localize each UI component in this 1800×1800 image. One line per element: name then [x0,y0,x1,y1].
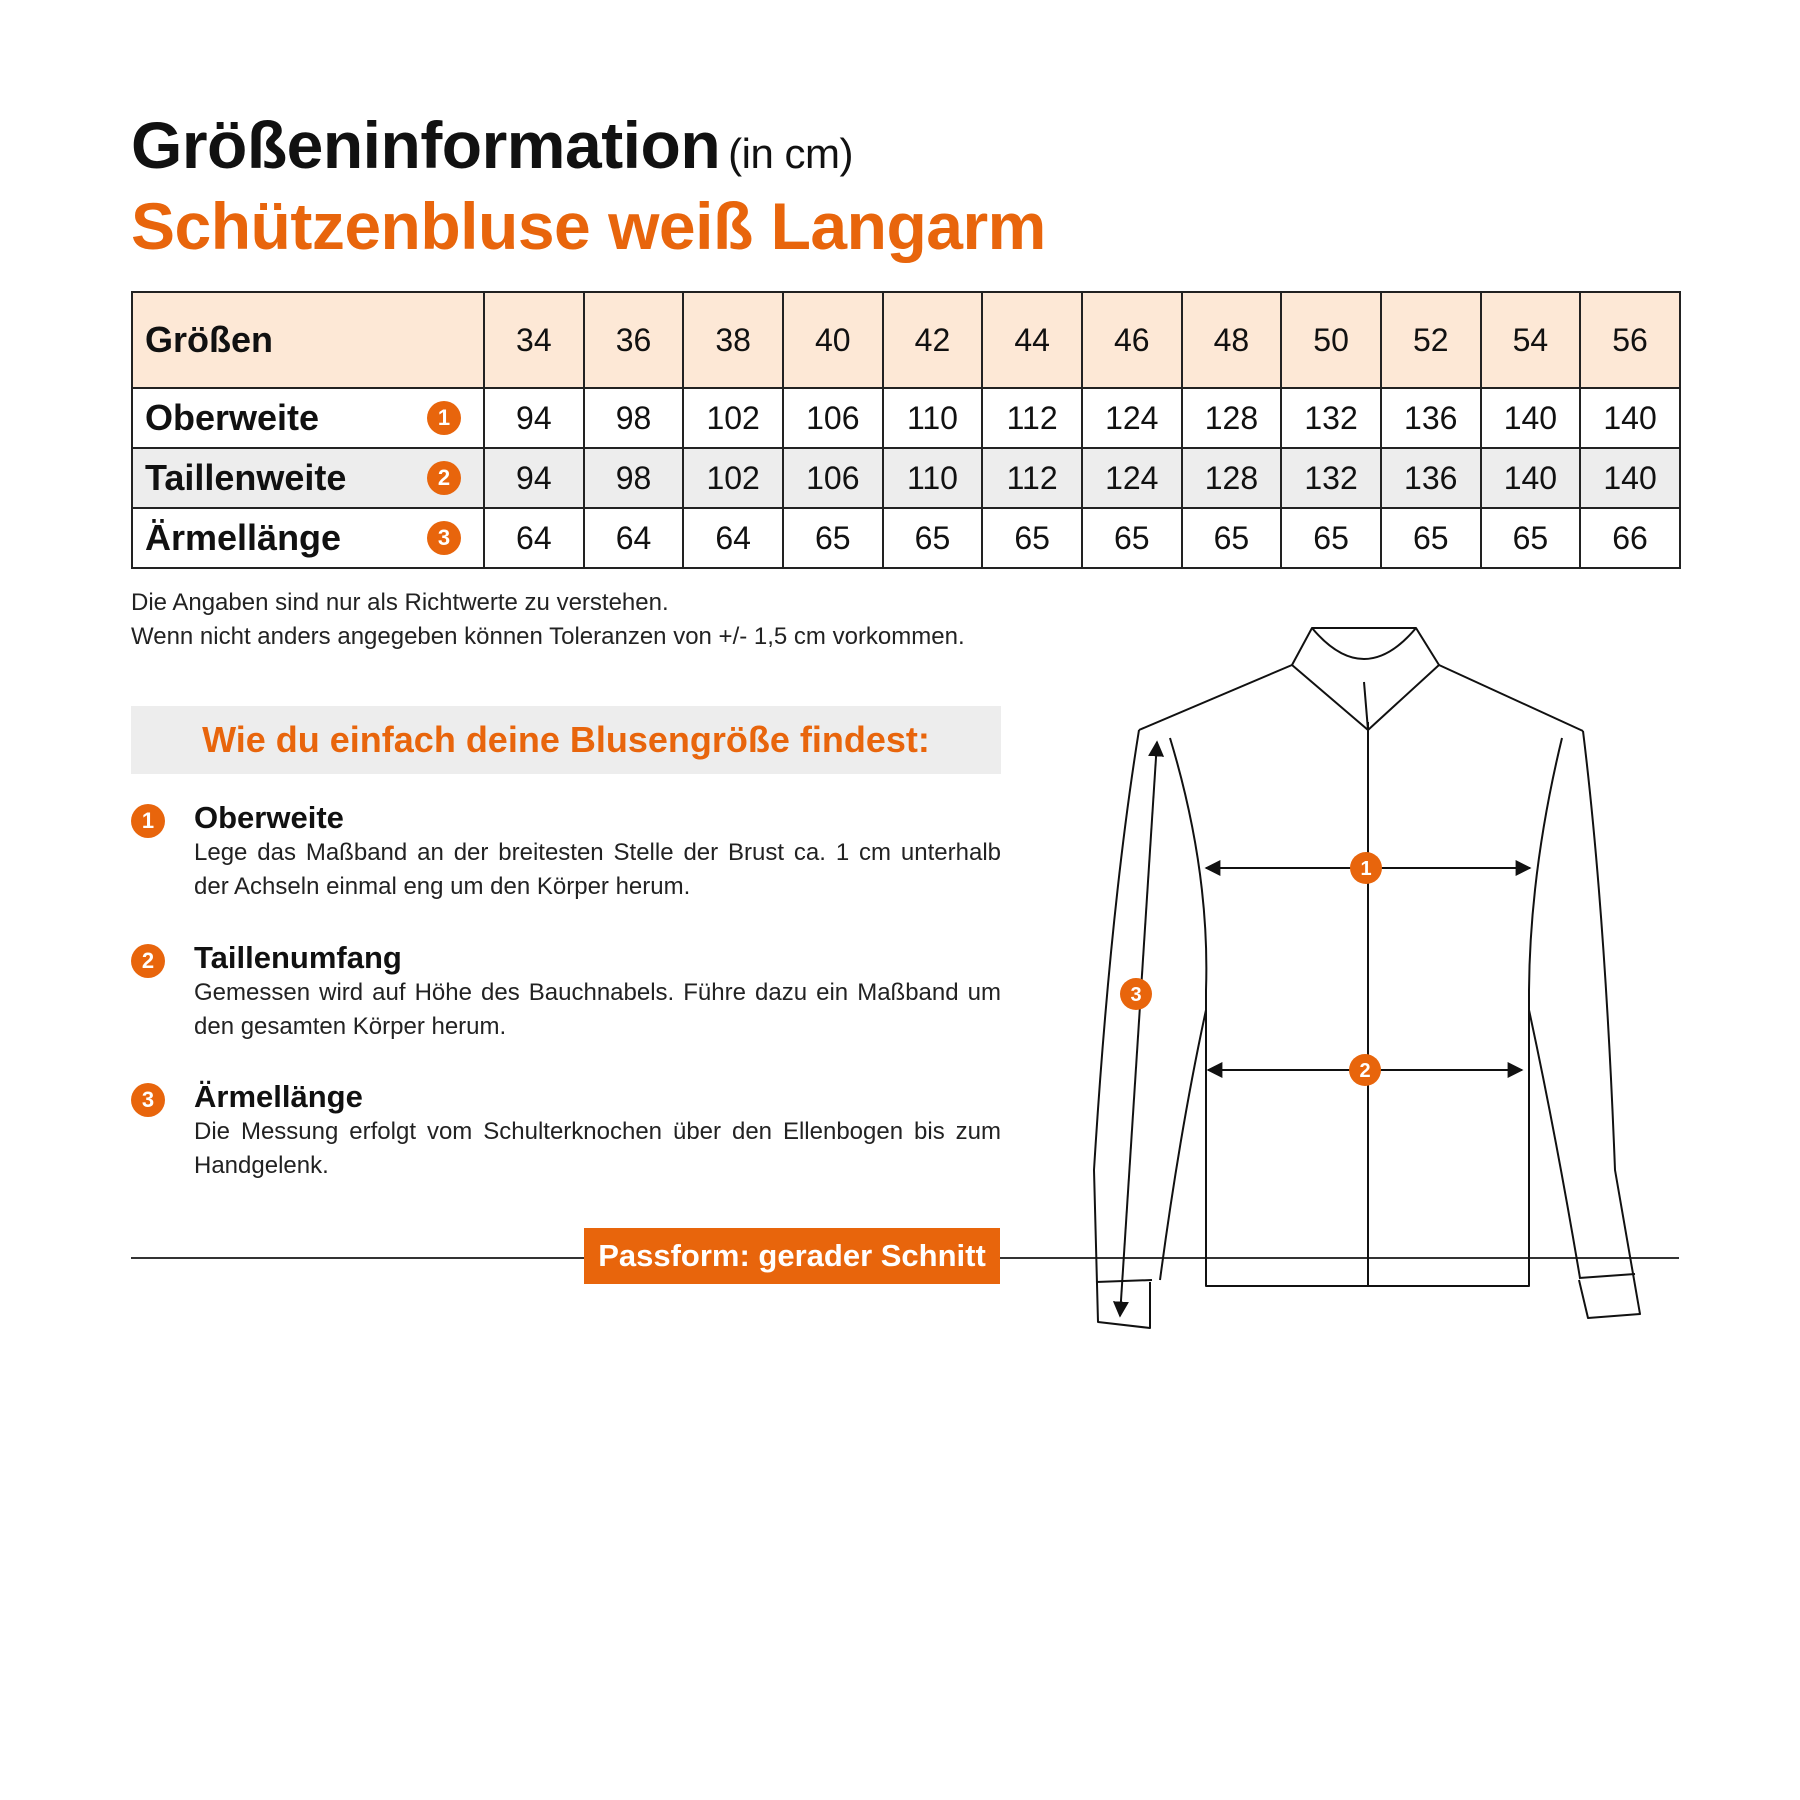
size-cell: 36 [584,292,684,388]
step-title: Ärmellänge [194,1079,363,1114]
number-badge: 1 [131,804,165,838]
size-cell: 50 [1281,292,1381,388]
value-cell: 110 [883,448,983,508]
value-cell: 136 [1381,448,1481,508]
marker-3 [1120,978,1152,1010]
how-to-heading: Wie du einfach deine Blusengröße findest: [131,706,1001,774]
title-unit: (in cm) [728,130,853,177]
size-cell: 46 [1082,292,1182,388]
step-item-sleeve [131,1079,1001,1183]
size-cell: 48 [1182,292,1282,388]
shirt-diagram [1060,610,1700,1340]
value-cell: 136 [1381,388,1481,448]
marker-label: 1 [1360,858,1372,880]
shirt-outline [1094,628,1640,1328]
disclaimer-notes [131,586,965,654]
value-cell: 98 [584,388,684,448]
value-cell: 106 [783,388,883,448]
value-cell: 94 [484,448,584,508]
value-cell: 140 [1580,388,1680,448]
number-badge: 2 [427,461,461,495]
value-cell: 124 [1082,448,1182,508]
size-header-label: Größen [132,292,484,388]
size-cell: 42 [883,292,983,388]
number-badge: 3 [427,521,461,555]
row-label [132,388,484,448]
row-label [132,448,484,508]
size-cell: 56 [1580,292,1680,388]
row-label-text: Taillenweite [145,457,347,498]
value-cell: 106 [783,448,883,508]
size-cell: 34 [484,292,584,388]
value-cell: 132 [1281,448,1381,508]
value-cell: 98 [584,448,684,508]
value-cell: 65 [1082,508,1182,568]
value-cell: 64 [584,508,684,568]
value-cell: 102 [683,388,783,448]
page-title [131,108,853,182]
step-description: Lege das Maßband an der breitesten Stelle der Brust ca. 1 cm unterhalb der Achseln einmal eng um den Körper herum. [194,839,1001,900]
marker-2 [1349,1054,1381,1086]
value-cell: 128 [1182,448,1282,508]
step-description: Die Messung erfolgt vom Schulterknochen über den Ellenbogen bis zum Handgelenk. [194,1118,1001,1179]
size-cell: 44 [982,292,1082,388]
value-cell: 66 [1580,508,1680,568]
value-cell: 102 [683,448,783,508]
fit-badge: Passform: gerader Schnitt [584,1228,1000,1284]
row-label-text: Oberweite [145,397,320,438]
table-row [132,508,1680,568]
note-line: Wenn nicht anders angegeben können Toleranzen von +/- 1,5 cm vorkommen. [131,623,965,650]
product-subtitle: Schützenbluse weiß Langarm [131,189,1046,263]
size-header-row [132,292,1680,388]
value-cell: 64 [484,508,584,568]
size-table [131,291,1681,569]
value-cell: 110 [883,388,983,448]
size-cell: 54 [1481,292,1581,388]
value-cell: 132 [1281,388,1381,448]
title-text: Größeninformation [131,108,721,182]
step-item-chest [131,800,1001,904]
value-cell: 65 [1182,508,1282,568]
marker-label: 3 [1130,984,1142,1006]
value-cell: 140 [1580,448,1680,508]
value-cell: 128 [1182,388,1282,448]
value-cell: 140 [1481,448,1581,508]
value-cell: 65 [1381,508,1481,568]
step-description: Gemessen wird auf Höhe des Bauchnabels. Führe dazu ein Maßband um den gesamten Körper herum. [194,979,1001,1040]
step-title: Oberweite [194,800,344,835]
value-cell: 64 [683,508,783,568]
size-cell: 38 [683,292,783,388]
row-label-text: Ärmellänge [145,517,342,558]
value-cell: 112 [982,448,1082,508]
value-cell: 65 [883,508,983,568]
number-badge: 3 [131,1083,165,1117]
value-cell: 65 [1281,508,1381,568]
size-cell: 40 [783,292,883,388]
marker-1 [1350,852,1382,884]
value-cell: 65 [982,508,1082,568]
number-badge: 2 [131,944,165,978]
value-cell: 124 [1082,388,1182,448]
number-badge: 1 [427,401,461,435]
value-cell: 65 [1481,508,1581,568]
step-item-waist [131,940,1001,1044]
value-cell: 112 [982,388,1082,448]
step-title: Taillenumfang [194,940,402,975]
marker-label: 2 [1359,1060,1371,1082]
table-row [132,388,1680,448]
value-cell: 65 [783,508,883,568]
table-row [132,448,1680,508]
value-cell: 140 [1481,388,1581,448]
value-cell: 94 [484,388,584,448]
row-label [132,508,484,568]
note-line: Die Angaben sind nur als Richtwerte zu verstehen. [131,589,669,616]
size-cell: 52 [1381,292,1481,388]
